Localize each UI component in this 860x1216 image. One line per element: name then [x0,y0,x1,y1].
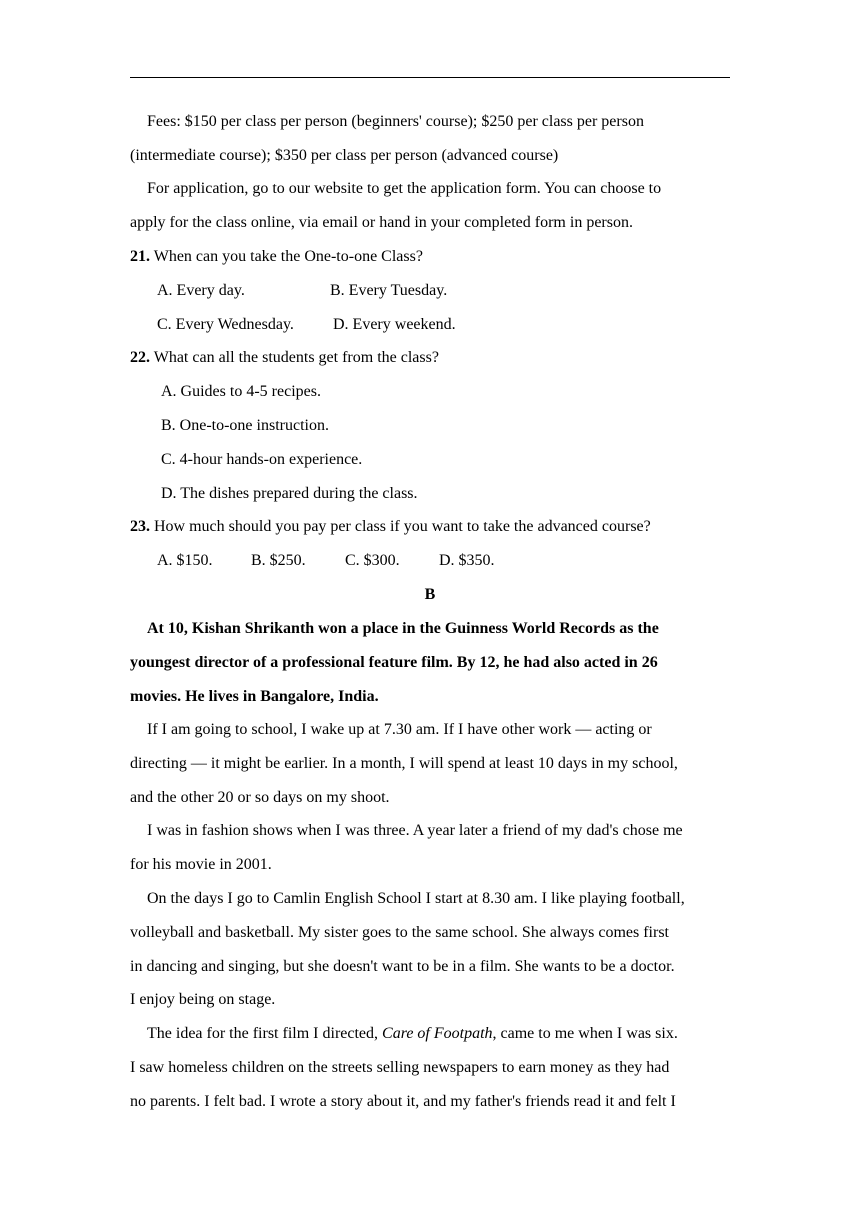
p3-line-4: I enjoy being on stage. [130,991,276,1008]
p1-line-3: and the other 20 or so days on my shoot. [130,789,390,806]
p2-line-2: for his movie in 2001. [130,856,272,873]
application-line-1: For application, go to our website to get the application form. You can choose to [147,180,662,197]
question-text: What can all the students get from the class? [153,349,439,366]
question-21 [130,247,423,267]
p2-line-1: I was in fashion shows when I was three. A year later a friend of my dad's chose me [147,822,683,839]
p1-line-1: If I am going to school, I wake up at 7.30 am. If I have other work — acting or [147,721,652,738]
question-number: 23. [130,518,150,535]
p4-text-after: , came to me when I was six. [492,1025,678,1042]
q22-option-c: C. 4-hour hands-on experience. [161,451,363,468]
question-number: 21. [130,248,150,265]
q21-option-c: C. Every Wednesday. [157,316,294,333]
q21-option-d: D. Every weekend. [333,316,456,333]
application-line-2: apply for the class online, via email or hand in your completed form in person. [130,214,633,231]
q22-option-d: D. The dishes prepared during the class. [161,485,418,502]
question-text: How much should you pay per class if you want to take the advanced course? [154,518,651,535]
q22-option-b: B. One-to-one instruction. [161,417,329,434]
p4-line-3: no parents. I felt bad. I wrote a story about it, and my father's friends read it and felt I [130,1093,676,1110]
intro-line-1: At 10, Kishan Shrikanth won a place in the Guinness World Records as the [147,620,659,637]
p4-text-before: The idea for the first film I directed, [147,1025,383,1042]
film-title: Care of Footpath [382,1025,493,1042]
p1-line-2: directing — it might be earlier. In a month, I will spend at least 10 days in my school, [130,755,678,772]
p3-line-3: in dancing and singing, but she doesn't want to be in a film. She wants to be a doctor. [130,958,675,975]
q23-option-a: A. $150. [157,552,213,569]
q23-option-b: B. $250. [251,552,306,569]
section-b-label: B [424,586,436,603]
question-number: 22. [130,349,150,366]
question-23 [130,517,651,537]
q21-option-b: B. Every Tuesday. [330,282,448,299]
p3-line-1: On the days I go to Camlin English School I start at 8.30 am. I like playing football, [147,890,685,907]
fees-line-2: (intermediate course); $350 per class per person (advanced course) [130,147,559,164]
q23-option-c: C. $300. [345,552,400,569]
header-rule [130,77,730,78]
p4-line-1 [147,1024,678,1044]
p4-line-2: I saw homeless children on the streets selling newspapers to earn money as they had [130,1059,670,1076]
intro-line-3: movies. He lives in Bangalore, India. [130,688,379,705]
p3-line-2: volleyball and basketball. My sister goes to the same school. She always comes first [130,924,669,941]
q21-options-row-1 [157,281,245,301]
fees-line-1: Fees: $150 per class per person (beginners' course); $250 per class per person [147,113,644,130]
q22-option-a: A. Guides to 4-5 recipes. [161,383,321,400]
question-text: When can you take the One-to-one Class? [153,248,423,265]
q21-option-a: A. Every day. [157,282,245,299]
intro-line-2: youngest director of a professional feature film. By 12, he had also acted in 26 [130,654,658,671]
question-22 [130,348,439,368]
q23-option-d: D. $350. [439,552,495,569]
